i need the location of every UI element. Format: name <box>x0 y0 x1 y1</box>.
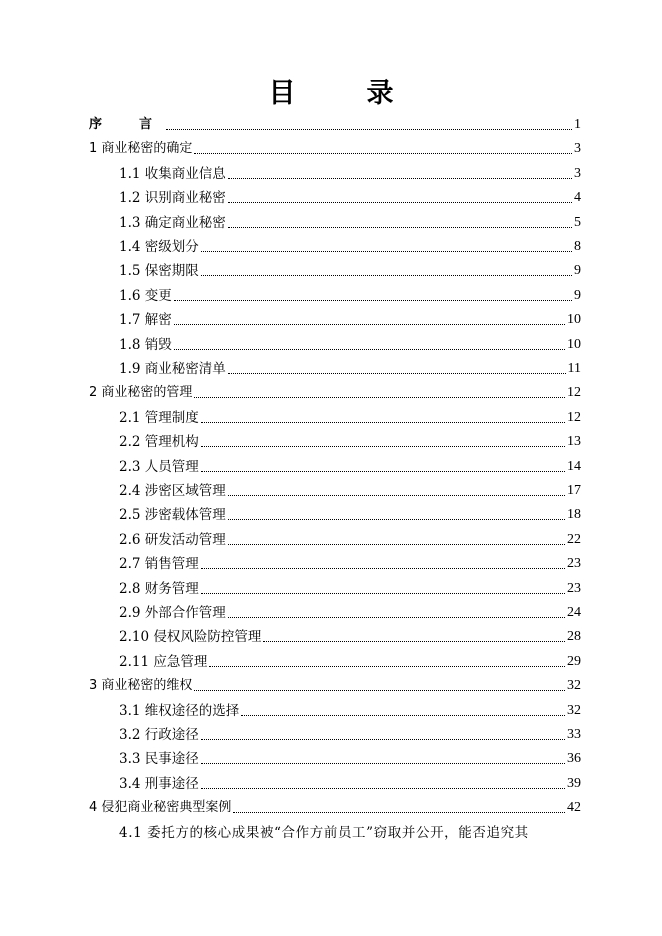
toc-entry[interactable] <box>119 720 581 744</box>
toc-entry-title: 2.3 人员管理 <box>119 458 199 475</box>
toc-page-number: 29 <box>567 653 581 669</box>
toc-page-number: 13 <box>567 434 581 450</box>
toc-entry[interactable] <box>119 256 581 280</box>
toc-page-number: 23 <box>567 580 581 596</box>
toc-leader-dots <box>228 226 572 228</box>
toc-entry-title: 4 侵犯商业秘密典型案例 <box>89 800 232 816</box>
toc-entry[interactable] <box>119 281 581 305</box>
toc-leader-dots <box>201 592 565 594</box>
toc-page-number: 33 <box>567 727 581 742</box>
toc-leader-dots <box>263 640 565 642</box>
toc-entry-title: 1.4 密级划分 <box>119 239 199 255</box>
toc-leader-dots <box>201 274 572 276</box>
toc-leader-dots <box>194 396 565 398</box>
toc-page-number: 12 <box>567 409 581 425</box>
toc-page-number: 28 <box>567 629 581 645</box>
toc-leader-dots <box>174 323 565 325</box>
toc-page-number: 24 <box>567 605 581 620</box>
toc-page-number: 39 <box>567 775 581 791</box>
toc-entry-title: 1.3 确定商业秘密 <box>119 214 226 231</box>
toc-page-number: 4 <box>574 190 581 206</box>
toc-page-number: 22 <box>567 531 581 547</box>
toc-entry[interactable] <box>119 403 581 427</box>
toc-entry[interactable] <box>119 183 581 207</box>
toc-leader-dots <box>194 152 572 154</box>
page-title: 目 录 <box>268 78 416 109</box>
toc-entry-title: 2.10 侵权风险防控管理 <box>119 629 262 646</box>
toc-leader-dots <box>228 616 565 618</box>
toc-page-number: 32 <box>567 702 581 718</box>
toc-entry-title: 3 商业秘密的维权 <box>89 678 193 694</box>
toc-entry-title: 2.9 外部合作管理 <box>119 605 226 621</box>
toc-entry-title: 序 言 <box>89 117 165 132</box>
toc-leader-dots <box>201 470 565 472</box>
toc-entry-title: 1 商业秘密的确定 <box>89 141 193 157</box>
toc-entry[interactable] <box>119 500 581 524</box>
toc-page-number: 9 <box>574 287 581 303</box>
toc-entry[interactable] <box>119 647 581 671</box>
toc-entry[interactable] <box>119 549 581 573</box>
toc-entry-title: 2.2 管理机构 <box>119 434 199 451</box>
toc-entry-title: 2.6 研发活动管理 <box>119 531 226 548</box>
toc-entry-title: 2.7 销售管理 <box>119 556 199 573</box>
toc-leader-dots <box>194 689 565 691</box>
toc-entry-title: 1.6 变更 <box>119 287 172 304</box>
toc-entry[interactable] <box>119 305 581 329</box>
toc-leader-dots <box>174 348 565 350</box>
toc-page-number: 11 <box>567 361 581 376</box>
toc-leader-dots <box>201 567 565 569</box>
toc-entry[interactable] <box>119 525 581 549</box>
toc-entry[interactable] <box>119 330 581 354</box>
toc-leader-dots <box>166 128 572 130</box>
toc-entry-title: 2.8 财务管理 <box>119 580 199 597</box>
toc-entry[interactable] <box>119 427 581 451</box>
toc-page-number: 17 <box>567 483 581 498</box>
toc-entry[interactable] <box>119 208 581 232</box>
toc-entry-title: 3.2 行政途径 <box>119 727 199 743</box>
toc-entry[interactable] <box>119 354 581 378</box>
toc-leader-dots <box>201 250 572 252</box>
toc-leader-dots <box>201 762 565 764</box>
toc-leader-dots <box>201 445 565 447</box>
toc-entry-title: 1.8 销毁 <box>119 336 172 353</box>
toc-entry-title: 2.5 涉密载体管理 <box>119 507 226 524</box>
toc-leader-dots <box>228 518 565 520</box>
toc-page-number: 3 <box>574 165 581 181</box>
toc-leader-dots <box>228 494 565 496</box>
toc-page-number: 3 <box>574 141 581 157</box>
toc-entry[interactable] <box>119 696 581 720</box>
toc-entry-title: 1.5 保密期限 <box>119 263 199 280</box>
toc-page-number: 10 <box>567 336 581 352</box>
toc-page-number: 36 <box>567 751 581 767</box>
toc-page-number: 14 <box>567 458 581 474</box>
toc-page-number: 42 <box>567 800 581 816</box>
toc-leader-dots <box>201 421 565 423</box>
toc-entry-title: 2.4 涉密区域管理 <box>119 483 226 499</box>
toc-leader-dots <box>228 543 565 545</box>
toc-entry-title: 1.9 商业秘密清单 <box>119 361 226 377</box>
toc-entry[interactable] <box>119 574 581 598</box>
toc-entry[interactable] <box>119 476 581 500</box>
toc-entry[interactable] <box>119 622 581 646</box>
toc-entry[interactable] <box>89 378 581 402</box>
toc-entry-title: 1.1 收集商业信息 <box>119 165 226 182</box>
toc-entry-title: 2.11 应急管理 <box>119 653 208 670</box>
toc-entry[interactable] <box>119 818 581 842</box>
toc-page-number: 5 <box>574 214 581 230</box>
toc-entry[interactable] <box>119 159 581 183</box>
toc-page-number: 10 <box>567 312 581 328</box>
toc-entry-title: 1.2 识别商业秘密 <box>119 190 226 207</box>
toc-entry[interactable] <box>89 793 581 817</box>
toc-leader-dots <box>241 714 565 716</box>
toc-page-number: 1 <box>574 117 581 132</box>
toc-entry[interactable] <box>89 134 581 158</box>
toc-leader-dots <box>233 811 565 813</box>
toc-page-number: 9 <box>574 263 581 279</box>
toc-entry-title: 3.4 刑事途径 <box>119 775 199 792</box>
toc-page-number: 8 <box>574 239 581 254</box>
toc-leader-dots <box>209 665 565 667</box>
toc-entry-title: 3.1 维权途径的选择 <box>119 702 240 719</box>
toc-leader-dots <box>228 177 572 179</box>
toc-entry-title: 4.1 委托方的核心成果被“合作方前员工”窃取并公开，能否追究其 <box>119 824 529 841</box>
toc-entry[interactable] <box>119 452 581 476</box>
toc-leader-dots <box>228 201 572 203</box>
toc-leader-dots <box>201 738 565 740</box>
toc-page-number: 18 <box>567 507 581 523</box>
toc-leader-dots <box>228 372 566 374</box>
toc-page-number: 32 <box>567 678 581 694</box>
toc-entry[interactable] <box>119 769 581 793</box>
toc-leader-dots <box>174 299 572 301</box>
toc-entry-title: 2 商业秘密的管理 <box>89 385 193 401</box>
toc-page-number: 23 <box>567 556 581 572</box>
toc-leader-dots <box>201 787 565 789</box>
toc-entry[interactable] <box>119 744 581 768</box>
toc-entry[interactable] <box>119 598 581 622</box>
toc-page-number: 12 <box>567 385 581 401</box>
toc-entry-title: 1.7 解密 <box>119 312 172 329</box>
toc-entry-title: 2.1 管理制度 <box>119 409 199 426</box>
toc-entry[interactable] <box>89 671 581 695</box>
toc-entry[interactable] <box>119 232 581 256</box>
toc-entry-title: 3.3 民事途径 <box>119 751 199 768</box>
toc-entry[interactable] <box>89 110 581 134</box>
